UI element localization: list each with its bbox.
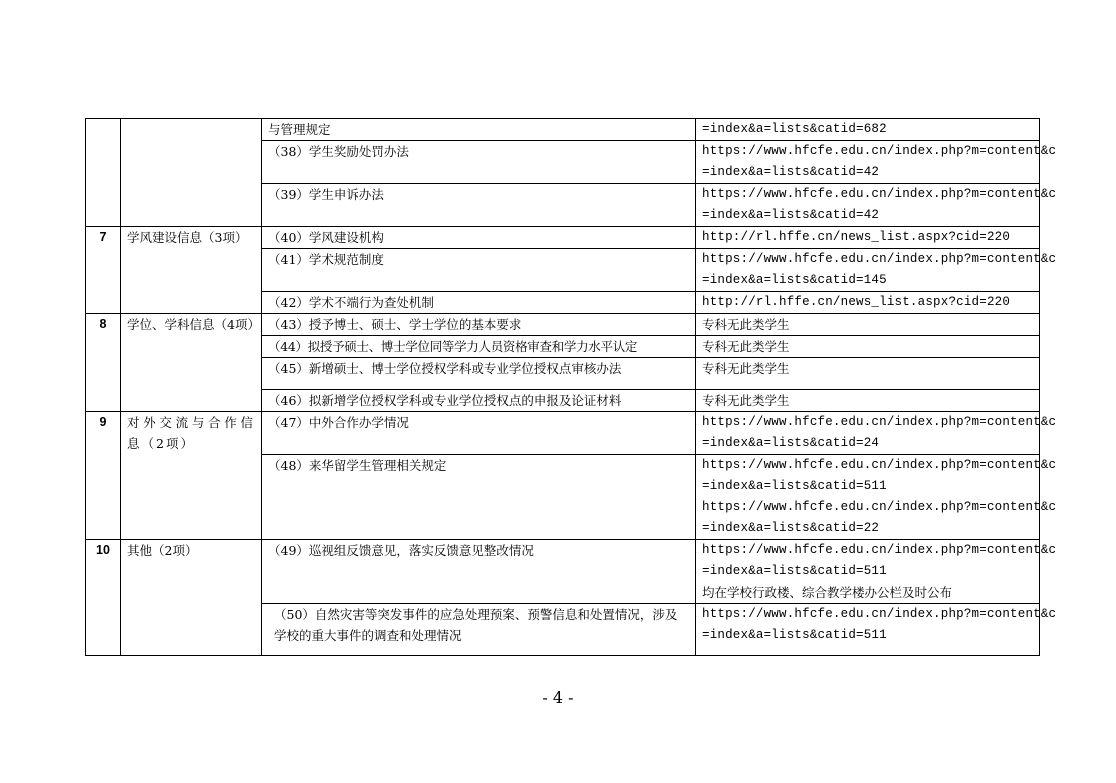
item-text: （39）学生申诉办法: [262, 184, 696, 227]
item-text: （44）拟授予硕士、博士学位同等学力人员资格审查和学力水平认定: [262, 336, 696, 358]
link-cell: [696, 184, 1057, 227]
category-label: 对外交流与合作信息（2项）: [121, 412, 262, 540]
url-text[interactable]: https://www.hfcfe.edu.cn/index.php?m=content&c: [702, 144, 1057, 158]
item-text: （48）来华留学生管理相关规定: [262, 455, 696, 540]
link-cell: [696, 540, 1057, 604]
note-text: 专科无此类学生: [696, 336, 1040, 358]
url-text[interactable]: https://www.hfcfe.edu.cn/index.php?m=content&c: [702, 500, 1057, 514]
link-cell: [696, 292, 1040, 314]
item-text: 与管理规定: [262, 119, 696, 141]
url-text[interactable]: http://rl.hffe.cn/news_list.aspx?cid=220: [702, 295, 1011, 309]
url-text[interactable]: =index&a=lists&catid=682: [702, 122, 887, 136]
url-text[interactable]: https://www.hfcfe.edu.cn/index.php?m=content&c: [702, 458, 1057, 472]
url-text[interactable]: https://www.hfcfe.edu.cn/index.php?m=content&c: [702, 543, 1057, 557]
note-text: 专科无此类学生: [696, 314, 1040, 336]
url-text[interactable]: =index&a=lists&catid=24: [702, 436, 880, 450]
link-cell: [696, 119, 1040, 141]
row-number: 7: [86, 227, 121, 314]
note-text: 均在学校行政楼、综合教学楼办公栏及时公布: [702, 585, 953, 600]
url-text[interactable]: https://www.hfcfe.edu.cn/index.php?m=content&c: [702, 187, 1057, 201]
url-text[interactable]: https://www.hfcfe.edu.cn/index.php?m=content&c: [702, 252, 1057, 266]
item-text: （47）中外合作办学情况: [262, 412, 696, 455]
item-text: （50）自然灾害等突发事件的应急处理预案、预警信息和处置情况，涉及学校的重大事件的调查和处理情况: [262, 604, 696, 656]
disclosure-table: [85, 118, 1057, 656]
url-text[interactable]: https://www.hfcfe.edu.cn/index.php?m=content&c: [702, 415, 1057, 429]
url-text[interactable]: =index&a=lists&catid=511: [702, 479, 887, 493]
link-cell: [696, 141, 1057, 184]
item-text: （38）学生奖励处罚办法: [262, 141, 696, 184]
item-text: （41）学术规范制度: [262, 249, 696, 292]
link-cell: [696, 604, 1057, 656]
url-text[interactable]: =index&a=lists&catid=42: [702, 208, 880, 222]
link-cell: [696, 227, 1040, 249]
link-cell: [696, 412, 1057, 455]
link-cell: [696, 249, 1057, 292]
url-text[interactable]: =index&a=lists&catid=42: [702, 165, 880, 179]
row-number: 10: [86, 540, 121, 656]
item-text: （45）新增硕士、博士学位授权学科或专业学位授权点审核办法: [262, 358, 696, 390]
url-text[interactable]: =index&a=lists&catid=511: [702, 628, 887, 642]
item-text: （40）学风建设机构: [262, 227, 696, 249]
item-text: （46）拟新增学位授权学科或专业学位授权点的申报及论证材料: [262, 390, 696, 412]
row-number: 8: [86, 314, 121, 412]
item-text: （49）巡视组反馈意见，落实反馈意见整改情况: [262, 540, 696, 604]
url-text[interactable]: https://www.hfcfe.edu.cn/index.php?m=content&c: [702, 607, 1057, 621]
item-text: （43）授予博士、硕士、学士学位的基本要求: [262, 314, 696, 336]
row-number-cell: [86, 119, 121, 227]
item-text: （42）学术不端行为查处机制: [262, 292, 696, 314]
link-cell: [696, 455, 1057, 540]
page-number: - 4 -: [542, 688, 574, 707]
note-text: 专科无此类学生: [696, 390, 1040, 412]
url-text[interactable]: =index&a=lists&catid=511: [702, 564, 887, 578]
category-label: 学风建设信息（3项）: [121, 227, 262, 314]
url-text[interactable]: http://rl.hffe.cn/news_list.aspx?cid=220: [702, 230, 1011, 244]
category-cell: [121, 119, 262, 227]
category-label: 其他（2项）: [121, 540, 262, 656]
note-text: 专科无此类学生: [696, 358, 1040, 390]
url-text[interactable]: =index&a=lists&catid=22: [702, 521, 880, 535]
url-text[interactable]: =index&a=lists&catid=145: [702, 273, 887, 287]
category-label: 学位、学科信息（4项）: [121, 314, 262, 412]
row-number: 9: [86, 412, 121, 540]
